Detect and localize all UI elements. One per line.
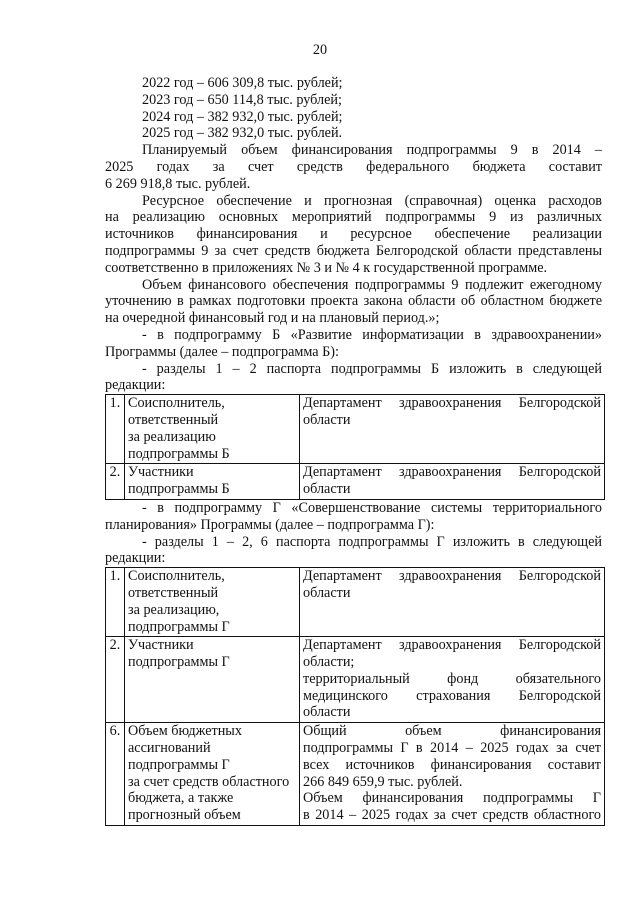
text-line: подпрограммы Г в 2014 – 2025 годах за счет: [303, 740, 601, 757]
document-body: [105, 75, 602, 826]
table-row: [106, 568, 605, 637]
text-line: за реализацию,: [128, 601, 220, 618]
text-line: ответственный: [128, 411, 219, 428]
text-line: Ресурсное обеспечение и прогнозная (справочная) оценка расходов: [142, 192, 602, 209]
text-line: прогнозный объем: [128, 807, 241, 824]
row-value: [300, 723, 605, 826]
row-value: [300, 568, 605, 637]
text-line: на очередной финансовый год и на плановый период.»;: [105, 310, 440, 327]
funding-by-year-list: [105, 75, 602, 142]
row-number: 6.: [106, 723, 125, 826]
paragraph-sections-b: [105, 361, 602, 395]
text-line: Департамент здравоохранения Белгородской: [303, 568, 601, 585]
passport-table-b: [105, 394, 605, 500]
text-line: подпрограммы Г: [128, 654, 230, 671]
text-line: на реализацию основных мероприятий подпрограммы 9 из различных: [105, 209, 602, 226]
page-number: 20: [312, 42, 328, 58]
text-line: ответственный: [128, 584, 219, 601]
table-row: [106, 464, 605, 500]
text-line: планирования» Программы (далее – подпрограмма Г):: [105, 516, 435, 533]
text-line: Соисполнитель,: [128, 568, 225, 585]
passport-table-g: [105, 567, 605, 826]
table-row: [106, 637, 605, 723]
text-line: Департамент здравоохранения Белгородской: [303, 395, 601, 412]
text-line: области: [303, 704, 351, 721]
text-line: территориальный фонд обязательного: [303, 670, 601, 687]
text-line: - разделы 1 – 2 паспорта подпрограммы Б изложить в следующей: [142, 360, 602, 377]
funding-line-2022: 2022 год – 606 309,8 тыс. рублей;: [142, 75, 343, 91]
row-label: [125, 464, 300, 500]
text-line: Объем финансового обеспечения подпрограммы 9 подлежит ежегодному: [142, 276, 602, 293]
text-line: в 2014 – 2025 годах за счет средств областного: [303, 807, 601, 824]
text-line: уточнению в рамках подготовки проекта закона области об областном бюджете: [105, 293, 602, 310]
row-value: [300, 464, 605, 500]
text-line: подпрограммы Б: [128, 481, 230, 498]
text-line: Общий объем финансирования: [303, 723, 601, 740]
text-line: Участники: [128, 637, 194, 654]
row-number: 2.: [106, 464, 125, 500]
row-label: [125, 723, 300, 826]
paragraph-funding-volume: [105, 277, 602, 327]
row-label: [125, 637, 300, 723]
text-line: за счет средств областного: [128, 773, 290, 790]
paragraph-subprogram-b: [105, 327, 602, 361]
text-line: Объем бюджетных: [128, 723, 242, 740]
row-value: [300, 637, 605, 723]
funding-line-2023: 2023 год – 650 114,8 тыс. рублей;: [142, 91, 342, 108]
text-line: 266 849 659,9 тыс. рублей.: [303, 773, 463, 790]
text-line: соответственно в приложениях № 3 и № 4 к государственной программе.: [105, 259, 548, 276]
text-line: бюджета, а также: [128, 790, 234, 807]
row-number: 2.: [106, 637, 125, 723]
text-line: области: [303, 411, 351, 428]
row-label: [125, 395, 300, 464]
text-line: Департамент здравоохранения Белгородской: [303, 464, 601, 481]
text-line: 2025 годах за счет средств федерального бюджета составит: [105, 158, 602, 175]
row-number: 1.: [106, 568, 125, 637]
table-row: [106, 723, 605, 826]
text-line: за реализацию: [128, 428, 216, 445]
text-line: подпрограммы Б: [128, 445, 230, 462]
text-line: области: [303, 481, 351, 498]
text-line: подпрограммы Г: [128, 756, 230, 773]
text-line: медицинского страхования Белгородской: [303, 687, 601, 704]
paragraph-sections-g: [105, 534, 602, 568]
text-line: Планируемый объем финансирования подпрограммы 9 в 2014 –: [142, 142, 602, 159]
row-number: 1.: [106, 395, 125, 464]
text-line: Соисполнитель,: [128, 395, 225, 412]
paragraph-subprogram-g: [105, 500, 602, 534]
text-line: области;: [303, 654, 355, 671]
text-line: 6 269 918,8 тыс. рублей.: [105, 175, 251, 192]
paragraph-federal-funding: [105, 142, 602, 192]
text-line: всех источников финансирования составит: [303, 756, 601, 773]
paragraph-resource-support: [105, 193, 602, 277]
text-line: - в подпрограмму Г «Совершенствование системы территориального: [142, 499, 602, 516]
text-line: подпрограммы 9 за счет средств бюджета Белгородской области представлены: [105, 242, 602, 259]
funding-line-2024: 2024 год – 382 932,0 тыс. рублей;: [142, 108, 343, 125]
text-line: редакции:: [105, 550, 166, 567]
text-line: - разделы 1 – 2, 6 паспорта подпрограммы Г изложить в следующей: [142, 533, 602, 550]
text-line: редакции:: [105, 377, 166, 394]
table-row: [106, 395, 605, 464]
text-line: Объем финансирования подпрограммы Г: [303, 790, 601, 807]
text-line: области: [303, 584, 351, 601]
text-line: подпрограммы Г: [128, 618, 230, 635]
text-line: Программы (далее – подпрограмма Б):: [105, 343, 339, 360]
text-line: Департамент здравоохранения Белгородской: [303, 637, 601, 654]
text-line: - в подпрограмму Б «Развитие информатизации в здравоохранении»: [142, 326, 602, 343]
funding-line-2025: 2025 год – 382 932,0 тыс. рублей.: [142, 125, 343, 142]
text-line: ассигнований: [128, 740, 211, 757]
text-line: источников финансирования и ресурсное обеспечение реализации: [105, 226, 602, 243]
row-value: [300, 395, 605, 464]
text-line: Участники: [128, 464, 194, 481]
row-label: [125, 568, 300, 637]
